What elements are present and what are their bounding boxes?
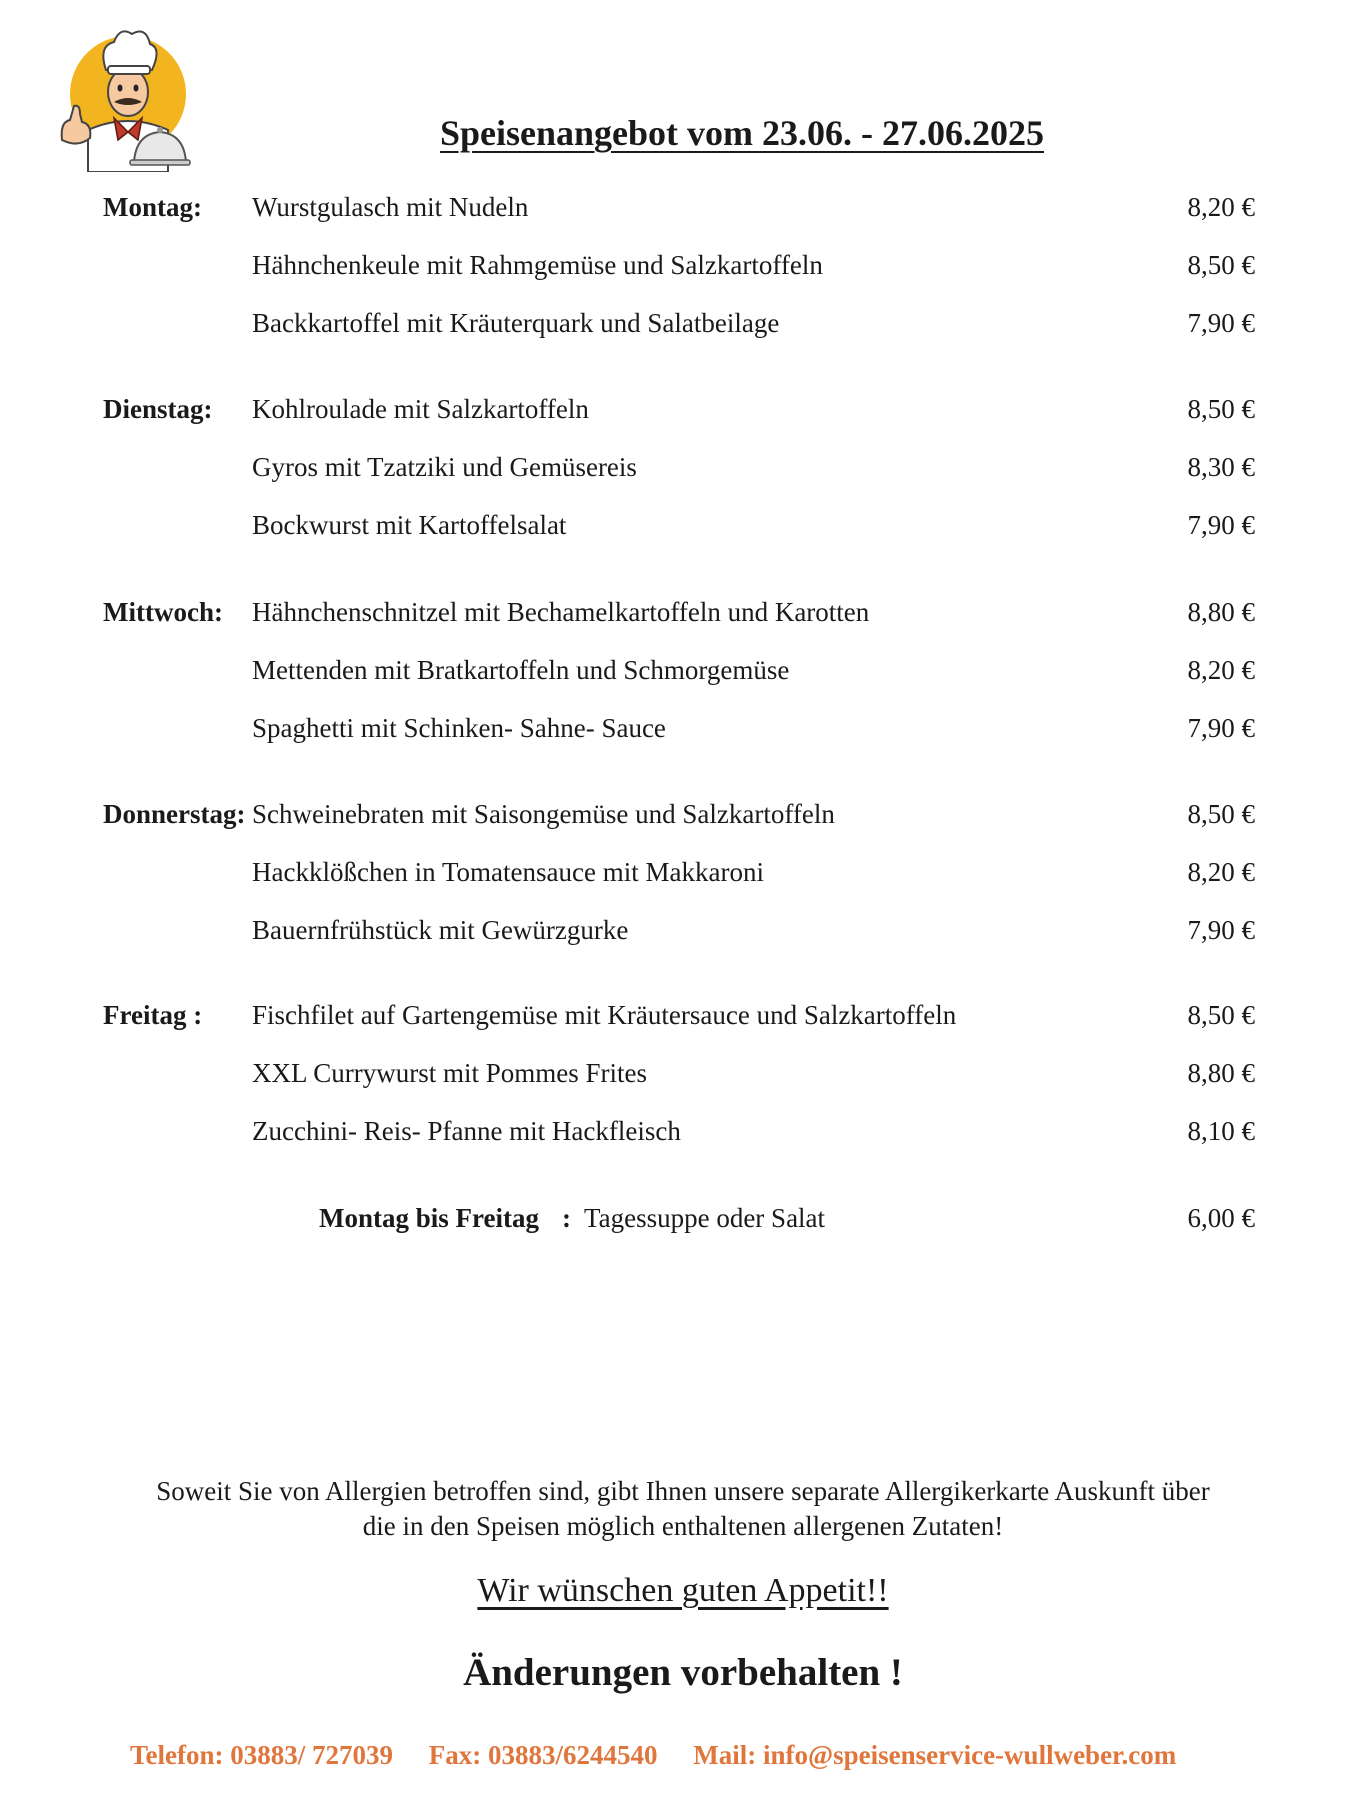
soup-price: 6,00 € bbox=[1187, 1203, 1255, 1233]
menu-row bbox=[0, 713, 1366, 753]
allergy-line-1: Soweit Sie von Allergien betroffen sind, gibt Ihnen unsere separate Allergikerkarte Auskunft über bbox=[156, 1476, 1210, 1506]
menu-price: 8,30 € bbox=[1187, 452, 1255, 482]
menu-day-label: Montag: bbox=[103, 192, 202, 222]
menu-row bbox=[0, 915, 1366, 955]
menu-price: 8,10 € bbox=[1187, 1116, 1255, 1146]
menu-row bbox=[0, 250, 1366, 290]
menu-dish: Spaghetti mit Schinken- Sahne- Sauce bbox=[252, 713, 666, 743]
appetit-message: Wir wünschen guten Appetit!! bbox=[477, 1572, 889, 1609]
menu-price: 8,20 € bbox=[1187, 857, 1255, 887]
menu-row bbox=[0, 1058, 1366, 1098]
soup-separator: : bbox=[562, 1203, 571, 1233]
menu-price: 7,90 € bbox=[1187, 713, 1255, 743]
menu-dish: Zucchini- Reis- Pfanne mit Hackfleisch bbox=[252, 1116, 681, 1146]
menu-price: 8,20 € bbox=[1187, 192, 1255, 222]
menu-row bbox=[0, 308, 1366, 348]
menu-row bbox=[0, 857, 1366, 897]
menu-row bbox=[0, 799, 1366, 839]
menu-dish: XXL Currywurst mit Pommes Frites bbox=[252, 1058, 647, 1088]
menu-dish: Hähnchenschnitzel mit Bechamelkartoffeln und Karotten bbox=[252, 597, 870, 627]
menu-price: 8,20 € bbox=[1187, 655, 1255, 685]
menu-row bbox=[0, 452, 1366, 492]
menu-price: 7,90 € bbox=[1187, 510, 1255, 540]
menu-dish: Hackklößchen in Tomatensauce mit Makkaroni bbox=[252, 857, 764, 887]
menu-dish: Gyros mit Tzatziki und Gemüsereis bbox=[252, 452, 637, 482]
menu-price: 8,50 € bbox=[1187, 394, 1255, 424]
menu-price: 8,50 € bbox=[1187, 799, 1255, 829]
contact-fax: Fax: 03883/6244540 bbox=[428, 1740, 658, 1770]
menu-day-label: Mittwoch: bbox=[103, 597, 223, 627]
allergy-line-2: die in den Speisen möglich enthaltenen allergenen Zutaten! bbox=[362, 1511, 1004, 1541]
menu-dish: Backkartoffel mit Kräuterquark und Salatbeilage bbox=[252, 308, 780, 338]
page-title: Speisenangebot vom 23.06. - 27.06.2025 bbox=[440, 113, 1045, 153]
menu-dish: Mettenden mit Bratkartoffeln und Schmorgemüse bbox=[252, 655, 790, 685]
menu-dish: Wurstgulasch mit Nudeln bbox=[252, 192, 529, 222]
menu-dish: Fischfilet auf Gartengemüse mit Kräutersauce und Salzkartoffeln bbox=[252, 1000, 957, 1030]
menu-price: 8,80 € bbox=[1187, 1058, 1255, 1088]
soup-text: Tagessuppe oder Salat bbox=[584, 1203, 826, 1233]
menu-dish: Kohlroulade mit Salzkartoffeln bbox=[252, 394, 589, 424]
soup-label: Montag bis Freitag bbox=[319, 1203, 539, 1233]
menu-day-label: Donnerstag: bbox=[103, 799, 246, 829]
menu-row bbox=[0, 655, 1366, 695]
menu-day-label: Freitag : bbox=[103, 1000, 203, 1030]
menu-row bbox=[0, 1116, 1366, 1156]
menu-dish: Hähnchenkeule mit Rahmgemüse und Salzkartoffeln bbox=[252, 250, 823, 280]
changes-notice: Änderungen vorbehalten ! bbox=[463, 1651, 903, 1694]
menu-price: 7,90 € bbox=[1187, 308, 1255, 338]
menu-row bbox=[0, 394, 1366, 434]
contact-mail: Mail: info@speisenservice-wullweber.com bbox=[693, 1740, 1177, 1770]
menu-dish: Schweinebraten mit Saisongemüse und Salzkartoffeln bbox=[252, 799, 835, 829]
menu-row bbox=[0, 1000, 1366, 1040]
soup-row bbox=[0, 1203, 1366, 1243]
menu-price: 7,90 € bbox=[1187, 915, 1255, 945]
menu-price: 8,80 € bbox=[1187, 597, 1255, 627]
allergy-notice bbox=[0, 1474, 1366, 1544]
menu-row bbox=[0, 510, 1366, 550]
contact-phone: Telefon: 03883/ 727039 bbox=[130, 1740, 393, 1770]
menu-row bbox=[0, 597, 1366, 637]
menu-price: 8,50 € bbox=[1187, 1000, 1255, 1030]
menu-row bbox=[0, 192, 1366, 232]
contact-line bbox=[130, 1740, 1205, 1771]
menu-dish: Bauernfrühstück mit Gewürzgurke bbox=[252, 915, 629, 945]
chef-logo-icon bbox=[48, 22, 193, 172]
menu-dish: Bockwurst mit Kartoffelsalat bbox=[252, 510, 567, 540]
menu-day-label: Dienstag: bbox=[103, 394, 213, 424]
menu-price: 8,50 € bbox=[1187, 250, 1255, 280]
